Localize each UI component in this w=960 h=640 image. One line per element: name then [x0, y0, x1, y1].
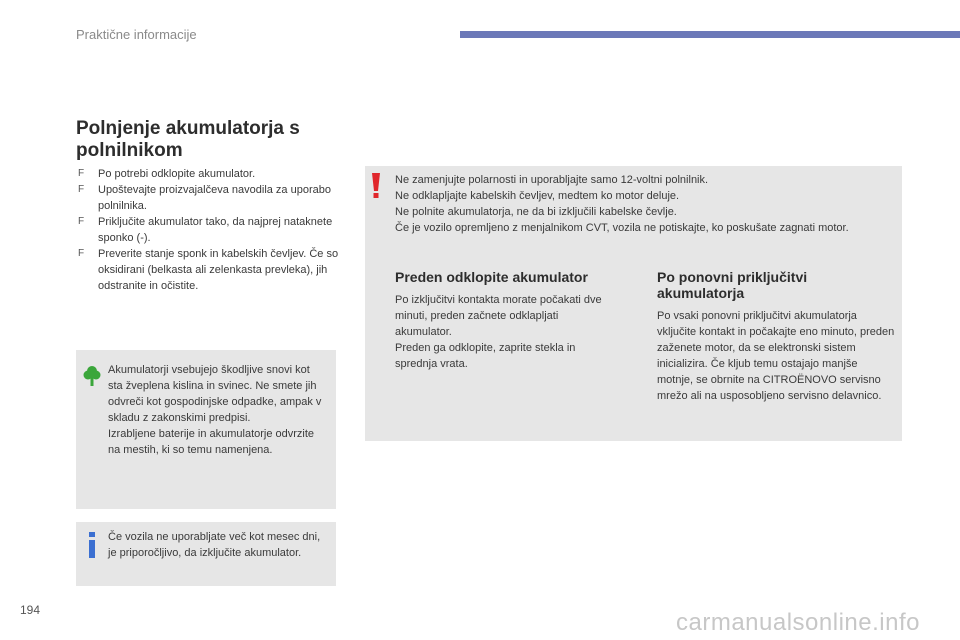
info-note-text: Če vozila ne uporabljate več kot mesec dni, je priporočljivo, da izključite akumulator. [108, 531, 321, 559]
list-item: F Preverite stanje sponk in kabelskih čevljev. Če so oksidirani (belkasta ali zelenkasta prevleka), jih odstranite in očistite. [78, 248, 339, 292]
checkbox-marker-icon: F [78, 216, 85, 227]
checkbox-marker-icon: F [78, 248, 85, 259]
info-note-box [76, 522, 336, 586]
after-reconnect-text: Po vsaki ponovni priključitvi akumulatorja vključite kontakt in počakajte eno minuto, preden zaženete motor, da se elektronski sistem inicializira. Če kljub temu ostajajo manjše motnje, se obrnite na CITROËNOVO servisno mrežo ali na usposobljeno servisno delavnico. [657, 310, 895, 402]
before-disconnect-text: Po izključitvi kontakta morate počakati dve minuti, preden začnete odklapljati akumulator. Preden ga odklopite, zaprite stekla in sprednja vrata. [395, 294, 602, 370]
environment-note-text: Akumulatorji vsebujejo škodljive snovi kot sta žveplena kislina in svinec. Ne smete jih odvreči kot gospodinjske odpadke, ampak v skladu z zakonskimi predpisi. Izrabljene baterije in akumulatorje odvrzite na mestih, ki so temu namenjena. [108, 364, 322, 456]
exclamation-icon [371, 173, 381, 199]
page-number: 194 [20, 603, 41, 617]
warning-box [365, 166, 902, 441]
instruction-list [76, 166, 344, 294]
page-header-bar [460, 31, 960, 38]
environment-note-box [76, 350, 336, 509]
list-item: F Priključite akumulator tako, da najprej nataknete sponko (-). [78, 216, 333, 244]
list-item: F Upoštevajte proizvajalčeva navodila za uporabo polnilnika. [78, 184, 331, 212]
info-icon [86, 532, 98, 558]
before-disconnect-heading: Preden odklopite akumulator [395, 269, 588, 285]
page-header-title: Praktične informacije [76, 27, 197, 42]
section-title: Polnjenje akumulatorja s polnilnikom [76, 118, 300, 161]
checkbox-marker-icon: F [78, 168, 85, 179]
list-item: F Po potrebi odklopite akumulator. [78, 168, 256, 180]
watermark: carmanualsonline.info [676, 609, 920, 636]
after-reconnect-heading: Po ponovni priključitvi akumulatorja [657, 269, 808, 301]
warning-text: Ne zamenjujte polarnosti in uporabljajte samo 12-voltni polnilnik. Ne odklapljajte kabelskih čevljev, medtem ko motor deluje. Ne polnite akumulatorja, ne da bi izključili kabelske čevlje. Če je vozilo opremljeno z menjalnikom CVT, vozila ne potiskajte, ko poskušate zagnati motor. [395, 174, 849, 234]
checkbox-marker-icon: F [78, 184, 85, 195]
tree-icon [83, 365, 101, 387]
